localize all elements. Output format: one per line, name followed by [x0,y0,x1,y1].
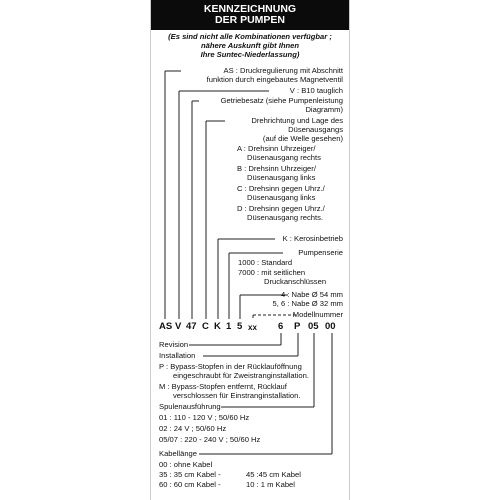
install-p-line-1: P : Bypass-Stopfen in der Rücklauföffnung [159,362,302,371]
coil-02: 02 : 24 V ; 50/60 Hz [159,424,227,433]
coil-01: 01 : 110 - 120 V ; 50/60 Hz [159,413,250,422]
series-7000-line-2: Druckanschlüssen [264,277,327,286]
rotation-a-line-1: A : Drehsinn Uhrzeiger/ [237,144,316,153]
install-p-line-2: eingeschraubt für Zweistranginstallation. [173,371,309,380]
as-desc-line-2: funktion durch eingebautes Magnetventil [206,75,343,84]
rotation-d-line-1: D : Drehsinn gegen Uhrz./ [237,204,325,213]
title-header [151,0,349,30]
cable-label: Kabellänge [159,449,198,458]
rotation-desc-line-2: Düsenausgangs [288,125,343,134]
code-00: 00 [325,321,336,332]
note-line-2: nähere Auskunft gibt Ihnen [200,41,300,50]
coil-05-07: 05/07 : 220 - 240 V ; 50/60 Hz [159,435,261,444]
rotation-b-line-2: Düsenausgang links [247,173,316,182]
series-title: Pumpenserie [298,248,343,257]
code-v: V [175,321,182,332]
code-c: C [202,321,209,332]
note-line-1: (Es sind nicht alle Kombinationen verfügbar ; [168,32,332,41]
rotation-a-line-2: Düsenausgang rechts [247,153,321,162]
revision-label: Revision [159,340,189,349]
series-1000: 1000 : Standard [238,258,293,267]
rotation-b-line-1: B : Drehsinn Uhrzeiger/ [237,164,316,173]
kerosene-desc: K : Kerosinbetrieb [282,234,343,243]
cable-00: 00 : ohne Kabel [159,460,213,469]
install-m-line-1: M : Bypass-Stopfen entfernt, Rücklauf [159,382,287,391]
code-1: 1 [226,321,232,332]
cable-60: 60 : 60 cm Kabel - [159,480,221,489]
install-m-line-2: verschlossen für Einstranginstallation. [173,391,301,400]
v-desc: V : B10 tauglich [289,86,343,95]
rotation-desc-line-1: Drehrichtung und Lage des [251,116,343,125]
rotation-desc-line-3: (auf die Welle gesehen) [262,134,343,143]
rotation-c-line-2: Düsenausgang links [247,193,316,202]
cable-45: 45 :45 cm Kabel [246,470,301,479]
model-number-label: Modellnummer [292,310,343,319]
title-line-2: DER PUMPEN [214,14,285,26]
series-7000-line-1: 7000 : mit seitlichen [238,268,306,277]
hub-5-6: 5, 6 : Nabe Ø 32 mm [272,299,343,308]
pump-designation-panel [150,0,350,500]
cable-10: 10 : 1 m Kabel [246,480,295,489]
code-as: AS [159,321,173,332]
code-5: 5 [237,321,243,332]
coil-label: Spulenausführung [159,402,221,411]
installation-label: Installation [159,351,196,360]
gear-desc-line-2: Diagramm) [305,105,343,114]
cable-35: 35 : 35 cm Kabel - [159,470,221,479]
gear-desc-line-1: Getriebesatz (siehe Pumpenleistung [220,96,343,105]
code-47: 47 [186,321,197,332]
as-desc-line-1: AS : Druckregulierung mit Abschnitt [223,66,343,75]
rotation-d-line-2: Düsenausgang rechts. [247,213,323,222]
code-xx: xx [248,323,257,332]
rotation-c-line-1: C : Drehsinn gegen Uhrz./ [237,184,325,193]
title-line-1: KENNZEICHNUNG [203,3,297,15]
code-05: 05 [308,321,319,332]
code-k: K [214,321,221,332]
hub-4: 4 : Nabe Ø 54 mm [280,290,343,299]
note-line-3: Ihre Suntec-Niederlassung) [200,50,300,59]
code-6: 6 [278,321,284,332]
code-p: P [294,321,301,332]
